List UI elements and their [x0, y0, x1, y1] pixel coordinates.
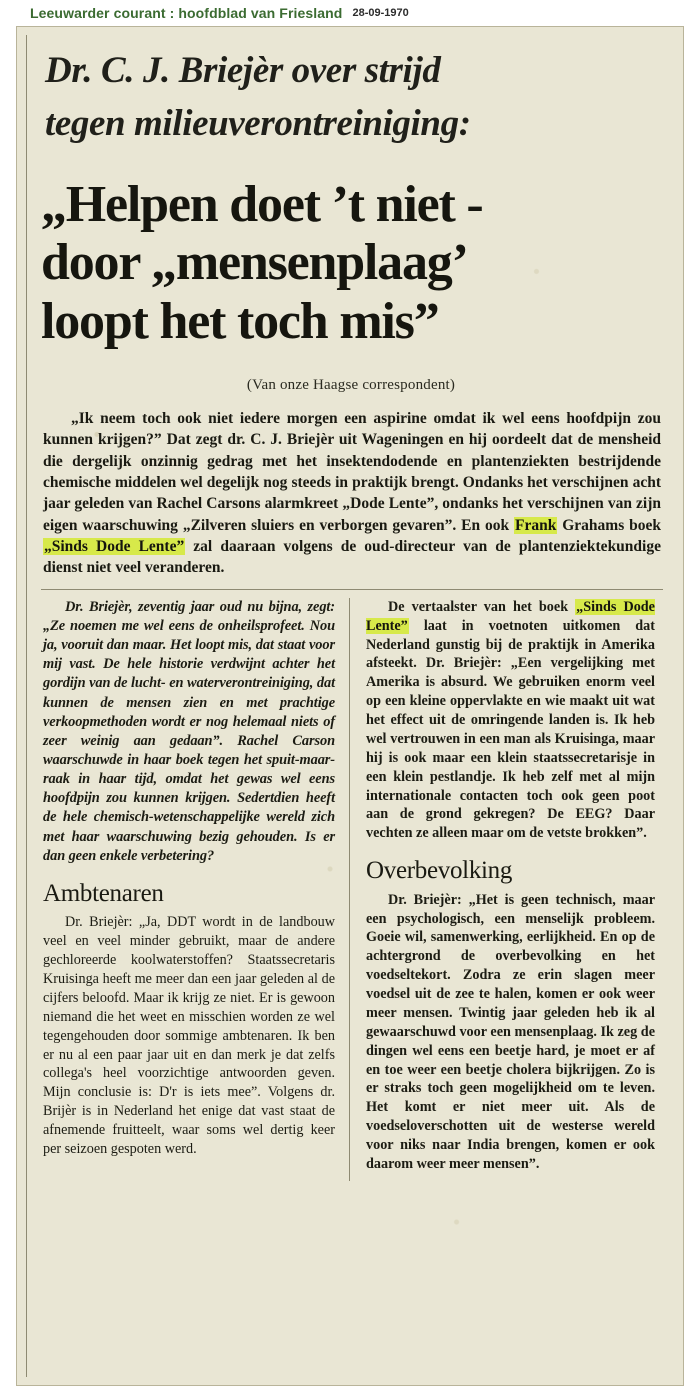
kicker-line-1: Dr. C. J. Briejèr over strijd [45, 50, 441, 91]
left-intro-paragraph: Dr. Briejèr, zeventig jaar oud nu bijna, zegt: „Ze noemen me wel eens de onheilsprofeet. Nou ja, vooruit dan maar. Het loopt mis, dat staat voor mij vast. De hele historie verdwijnt achter het gordijn van de lucht- en waterverontreiniging, dat kunnen de mensen zien en met prachtige verkoopmethoden wordt er nog helemaal niets of zeer weinig aan gedaan”. Rachel Carson waarschuwde in haar boek tegen het spuit-maar-raak in haar tijd, omdat het gewas wel eens hoofdpijn zou kunnen krijgen. Sedertdien heeft de hele chemisch-wetenschappelijke wereld zich met haar waarschuwing bezig gehouden. Is er dan geen enkele verbetering? [43, 598, 335, 864]
right-text-1: De vertaalster van het boek [388, 598, 576, 615]
divider [41, 589, 663, 590]
publication-date: 28-09-1970 [352, 7, 409, 19]
right-paragraph-1 [366, 598, 655, 843]
lead-paragraph [43, 408, 661, 579]
article-kicker [45, 45, 665, 150]
right-subheading: Overbevolking [366, 857, 513, 885]
highlight-frank: Frank [515, 516, 557, 534]
left-column [43, 598, 349, 1181]
body-columns [43, 598, 665, 1181]
headline-line-3: loopt het toch mis” [41, 292, 439, 350]
article-headline [41, 176, 665, 351]
right-paragraph-2: Dr. Briejèr: „Het is geen technisch, maar een psychologisch, een menselijk probleem. Goeie wil, samenwerking, eerlijkheid. En op de achtergrond de overbevolking en het voedseltekort. Zodra ze erin slagen meer voedsel uit de zee te halen, komen er ook weer meer mensen. Twintig jaar geleden heb ik al gewaarschuwd voor een mensenplaag. Ik zeg de dingen wel eens een beetje hard, je moet er af en toe weer een beetje cholera bijkrijgen. Zo is er straks toch geen mogelijkheid om te leven. Het komt er niet meer uit. Als de voedseloverschotten uit de westerse wereld voor niks naar India brengen, komen er ook daarom weer meer mensen”. [366, 891, 655, 1172]
right-text-2: laat in voetnoten uitkomen dat Nederland gunstig bij de praktijk in Amerika afsteekt. Dr. Briejèr: „Een vergelijking met Amerika is absurd. We gebruiken enorm veel op een kleine oppervlakte en wie maakt uit wat het effect uit de omringende landen is. Ik heb wel vertrouwen in een man als Kruisinga, maar hij is ook maar een klein staatssecretarisje in een klein pestlandje. Ik heb zelf met al mijn internationale contacten toch ook geen poot aan de grond gekregen? De EEG? Daar vechten ze alleen maar om de vetste brokken”. [366, 617, 655, 842]
lead-text-1: „Ik neem toch ook niet iedere morgen een aspirine omdat ik wel eens hoofdpijn zou kunnen krijgen?” Dat zegt dr. C. J. Briejèr uit Wageningen en hij oordeelt dat de mensheid die dergelijk onzinnig gedrag met het insektendodende en plantenziekten bestrijdende chemische middelen wel degelijk nog steeds in praktijk brengt. Ondanks het verschijnen acht jaar geleden van Rachel Carsons alarmkreet „Dode Lente”, ondanks het verschijnen van zijn eigen waarschuwing „Zilveren sluiers en verborgen gevaren”. En ook [43, 409, 661, 534]
source-header [0, 0, 700, 26]
newspaper-clipping [16, 26, 684, 1386]
headline-line-2: door „mensenplaag’ [41, 234, 468, 292]
kicker-line-2: tegen milieuverontreiniging: [45, 102, 471, 144]
publication-title: Leeuwarder courant : hoofdblad van Friesland [30, 5, 343, 21]
left-paragraph: Dr. Briejèr: „Ja, DDT wordt in de landbouw veel en veel minder gebruikt, maar de andere gechloreerde koolwaterstoffen? Staatssecretaris Kruisinga heeft me meer dan een jaar geleden al de cijfers beloofd. Maar ik krijg ze niet. Er is gewoon niemand die het weet en misschien worden ze wel tegengehouden door sommige ambtenaren. Ik ben er nu al een paar jaar uit en dan merk je dat zelfs collega's heel voorzichtige antwoorden geven. Mijn conclusie is: D'r is iets mee”. Volgens dr. Brijèr is in Nederland het enige dat vast staat de afnemende fruitteelt, waar soms wel dertig keer per seizoen gespoten werd. [43, 914, 335, 1157]
headline-line-1: „Helpen doet ’t niet - [41, 176, 483, 234]
highlight-sinds-dode-lente-2: „Sinds Dode Lente” [366, 598, 655, 634]
lead-text-3: zal daaraan volgens de oud-directeur van de plantenziektekundige dienst niet veel veranderen. [43, 538, 661, 577]
article-byline: (Van onze Haagse correspondent) [246, 376, 456, 393]
right-column [349, 598, 655, 1181]
lead-text-2: Grahams boek [557, 516, 661, 534]
highlight-sinds-dode-lente: „Sinds Dode Lente” [44, 538, 185, 556]
left-subheading: Ambtenaren [43, 879, 164, 907]
